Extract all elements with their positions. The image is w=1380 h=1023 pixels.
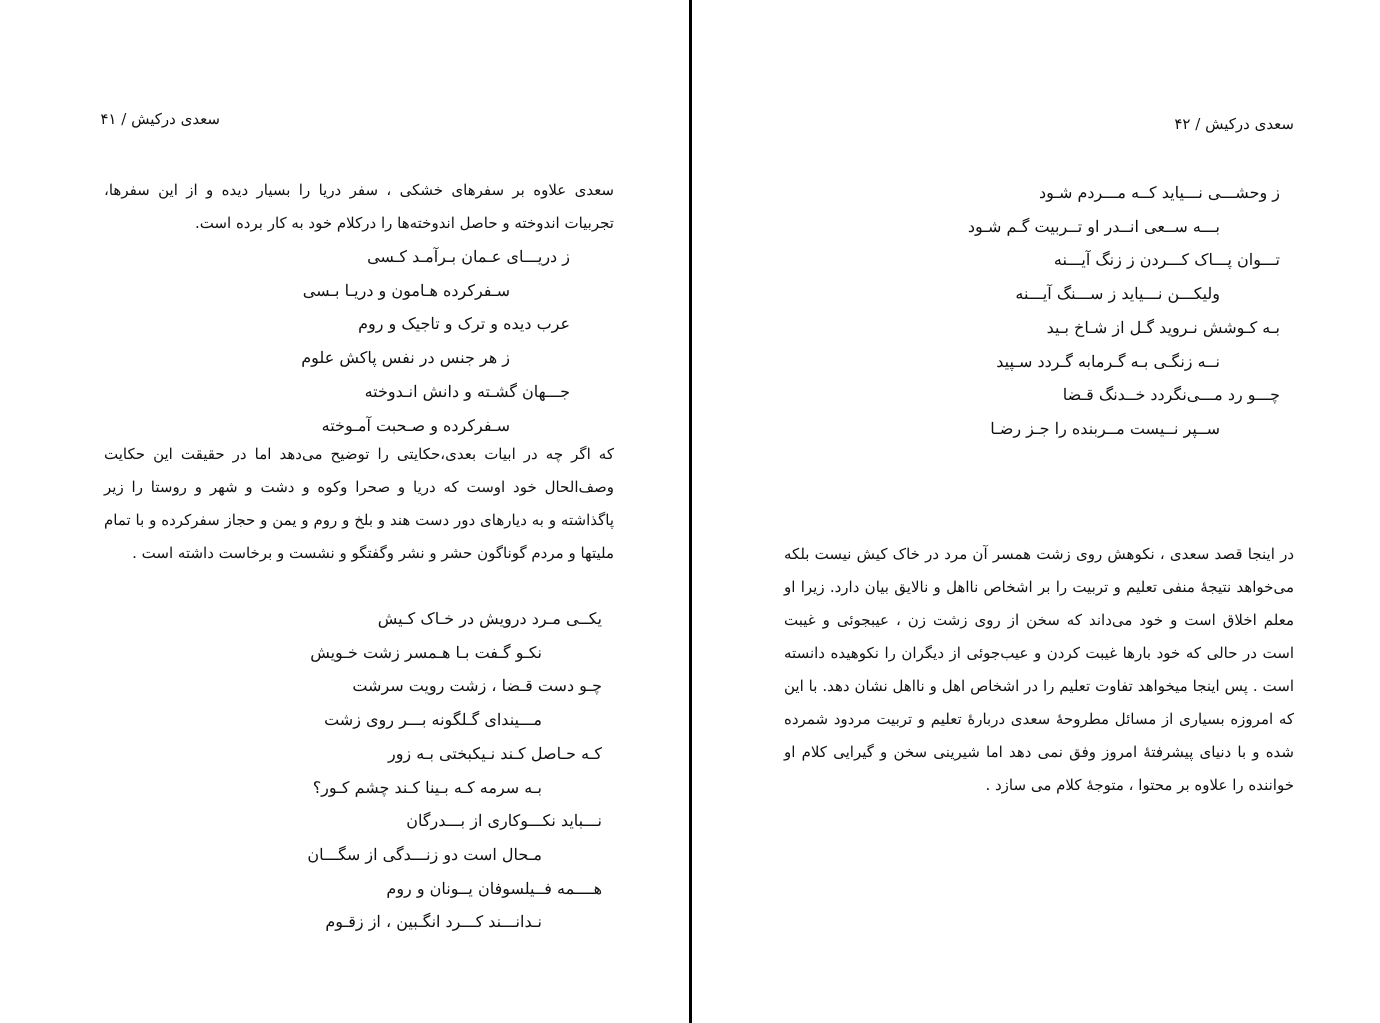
- verse-line: سـفرکرده و صـحبت آمـوخته: [321, 415, 510, 435]
- verse-line: بـــه ســعی انــدر او تــربیت گـم شـود: [967, 216, 1220, 236]
- right-verse-block: [968, 176, 1280, 446]
- right-page-header: سعدی درکیش / ۴۲: [1174, 115, 1294, 133]
- verse-line: ز وحشـــی نـــیاید کــه مـــردم شـود: [1038, 183, 1280, 202]
- verse-line: نــه زنگـی بـه گـرمابه گـردد سـپید: [996, 351, 1220, 371]
- left-body-paragraph: [104, 438, 614, 570]
- verse-line: نـــباید نکـــوکاری از بـــدرگان: [406, 811, 602, 831]
- right-page: [694, 0, 1380, 1023]
- verse-line: جـــهان گشـته و دانش انـدوخته: [364, 381, 570, 401]
- verse-line: یکــی مـرد درویش در خـاک کـیش: [377, 609, 602, 628]
- verse-line: ز دریـــای عـمان بـرآمـد کـسی: [367, 247, 570, 266]
- body-text: که اگر چه در ابیات بعدی،حکایتی را توضیح می‌دهد اما در حقیقت این حکایت وصف‌الحال خود اوست که دریا و صحرا وکوه و دشت و شهر و روستا را زیر پاگذاشته و به دیارهای دور دست هند و بلخ و روم و یمن و حجاز سفرکرده و با تمام ملیتها و مردم گوناگون حشر و نشر وگفتگو و نشست و برخاست داشته است .: [104, 445, 614, 562]
- left-verse-block-1: [301, 240, 570, 442]
- verse-line: چـــو رد مـــی‌نگردد خــدنگ قـضا: [1062, 385, 1280, 405]
- verse-line: هــــمه فــیلسوفان یــونان و روم: [386, 878, 602, 898]
- verse-line: بـه کـوشش نـروید گـل از شـاخ بـید: [1046, 317, 1280, 337]
- intro-text: سعدی علاوه بر سفرهای خشکی ، سفر دریا را بسیار دیده و از این سفرها، تجربیات اندوخته و حاصل اندوخته‌ها را درکلام خود به کار برده است.: [104, 181, 614, 232]
- verse-line: عرب دیده و ترک و تاجیک و روم: [358, 314, 570, 334]
- body-text: در اینجا قصد سعدی ، نکوهش روی زشت همسر آن مرد در خاک کیش نیست بلکه می‌خواهد نتیجهٔ منفی تعلیم و تربیت را بر اشخاص نااهل و نالایق بیان دارد. زیرا او معلم اخلاق است و خود می‌داند که سخن از روی زشت زن ، عیبجوئی و غیبت است در حالی که خود بارها غیبت کردن و عیب‌جوئی از دیگران را نکوهیده دانسته است . پس اینجا میخواهد تفاوت تعلیم را در اشخاص اهل و نااهل نشان دهد. با این که امروزه بسیاری از مسائل مطروحهٔ سعدی دربارهٔ تعلیم و تربیت مردود شمرده شده و با دنیای پیشرفتهٔ امروز وفق نمی دهد اما شیرینی سخن و گیرایی کلام او خواننده را علاوه بر محتوا ، متوجهٔ کلام می سازد .: [784, 545, 1294, 794]
- verse-line: ز هر جنس در نفس پاکش علوم: [301, 348, 510, 368]
- verse-line: کـه حـاصل کـند نـیکبختی بـه زور: [387, 743, 602, 763]
- verse-line: ســپر نــیست مــربنده را جـز رضـا: [990, 418, 1220, 438]
- right-body-paragraph: [784, 538, 1294, 802]
- verse-line: مـــیندای گـلگونه بـــر روی زشت: [324, 710, 542, 730]
- left-verse-block-2: [307, 602, 602, 939]
- verse-line: مـحال است دو زنـــدگی از سگـــان: [307, 844, 542, 864]
- verse-line: نکـو گـفت بـا هـمسر زشت خـویش: [310, 642, 542, 662]
- verse-line: ولیکـــن نـــیاید ز ســـنگ آیـــنه: [1015, 284, 1220, 304]
- verse-line: بـه سرمه کـه بـینا کـند چشم کـور؟: [312, 777, 542, 797]
- page-gutter-divider: [689, 0, 692, 1023]
- verse-line: تـــوان پـــاک کـــردن ز زنگ آیـــنه: [1053, 250, 1280, 270]
- verse-line: چـو دست قـضا ، زشت رویت سرشت: [352, 676, 602, 696]
- verse-line: سـفرکرده هـامون و دریـا بـسی: [302, 280, 510, 300]
- left-intro-paragraph: [104, 174, 614, 240]
- verse-line: نـدانـــند کـــرد انگـبین ، از زقـوم: [325, 912, 542, 932]
- left-page-header: سعدی درکیش / ۴۱: [100, 110, 220, 128]
